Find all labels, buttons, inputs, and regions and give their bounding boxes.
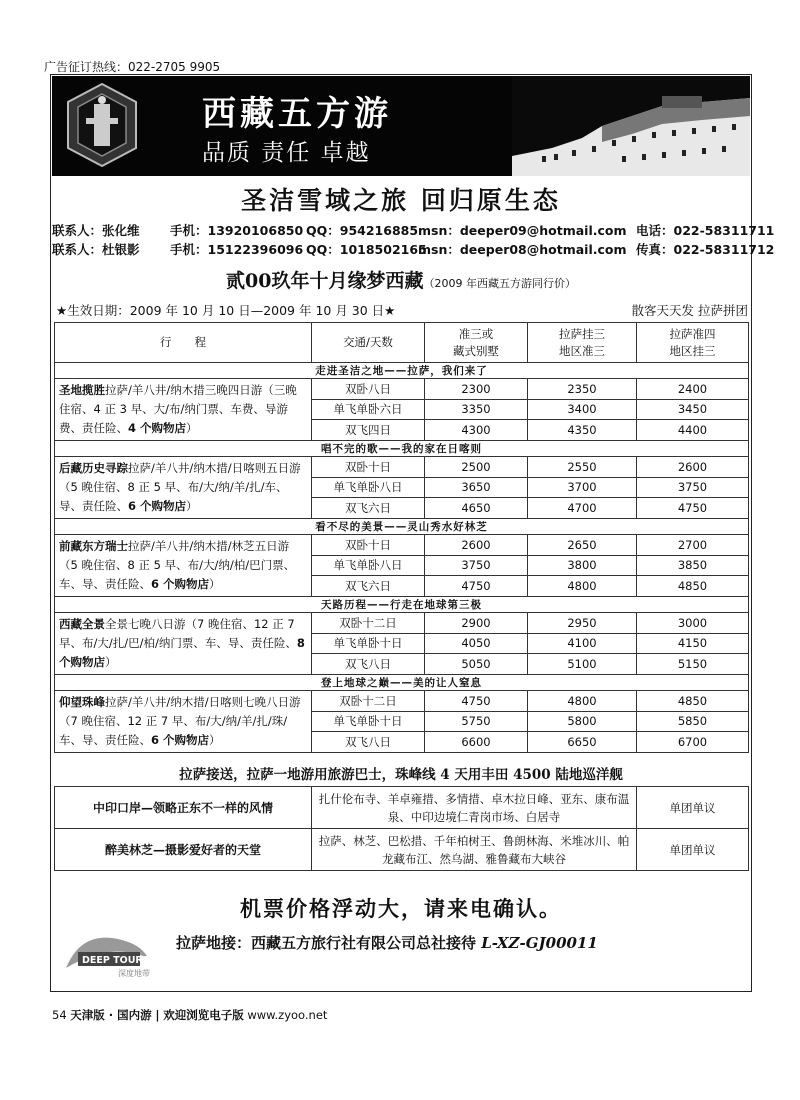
transport-days: 双卧十二日 bbox=[312, 691, 425, 712]
price-tier-3: 3450 bbox=[637, 399, 749, 420]
itinerary-close: ） bbox=[105, 655, 117, 669]
price-tier-2: 4800 bbox=[528, 576, 637, 597]
transport-days: 双飞四日 bbox=[312, 420, 425, 441]
transport-days: 双卧十日 bbox=[312, 457, 425, 478]
contact-row bbox=[52, 240, 775, 259]
itinerary-title: 西藏全景 bbox=[59, 617, 105, 631]
price-tier-1: 2900 bbox=[425, 613, 528, 634]
price-tier-3: 5150 bbox=[637, 654, 749, 675]
site-url[interactable]: www.zyoo.net bbox=[247, 1008, 328, 1022]
itinerary-description bbox=[55, 457, 312, 519]
price-tier-2: 4100 bbox=[528, 633, 637, 654]
headline: 圣洁雪域之旅 回归原生态 bbox=[241, 186, 561, 215]
route-sites: 拉萨、林芝、巴松措、千年柏树王、鲁朗林海、米堆冰川、帕龙藏布江、然乌湖、雅鲁藏布大峡谷 bbox=[312, 829, 637, 871]
deep-tours-logo bbox=[60, 928, 170, 980]
price-tier-3: 4850 bbox=[637, 691, 749, 712]
transport-days: 单飞单卧十日 bbox=[312, 711, 425, 732]
browse-label: 欢迎浏览电子版 bbox=[163, 1008, 244, 1022]
section-heading: 天路历程——行走在地球第三极 bbox=[55, 597, 749, 613]
price-tier-3: 2700 bbox=[637, 535, 749, 556]
validity-dates: ★生效日期：2009 年 10 月 10 日—2009 年 10 月 30 日★ bbox=[56, 303, 396, 318]
price-tier-1: 4650 bbox=[425, 498, 528, 519]
price-tier-1: 6600 bbox=[425, 732, 528, 753]
route-offer: 单团单议 bbox=[637, 829, 749, 871]
price-tier-1: 4750 bbox=[425, 576, 528, 597]
transport-days: 双卧十日 bbox=[312, 535, 425, 556]
itinerary-title: 圣地揽胜 bbox=[59, 383, 105, 397]
extra-route-row bbox=[55, 787, 749, 829]
section-heading: 登上地球之巅——美的让人窒息 bbox=[55, 675, 749, 691]
ground-agency bbox=[176, 932, 598, 953]
itinerary-title: 后藏历史寻踪 bbox=[59, 461, 128, 475]
header-transport: 交通/天数 bbox=[312, 323, 425, 363]
itinerary-description bbox=[55, 379, 312, 441]
price-tier-3: 5850 bbox=[637, 711, 749, 732]
table-row bbox=[55, 379, 749, 400]
brand-name: 西藏五方游 bbox=[202, 94, 392, 134]
price-tier-1: 2600 bbox=[425, 535, 528, 556]
price-tier-2: 5800 bbox=[528, 711, 637, 732]
price-tier-1: 5750 bbox=[425, 711, 528, 732]
price-tier-1: 2300 bbox=[425, 379, 528, 400]
contact-qq: QQ：1018502165 bbox=[306, 242, 427, 257]
deep-tours-logo-text: DEEP TOURS bbox=[82, 955, 150, 966]
table-row bbox=[55, 457, 749, 478]
potala-palace-image bbox=[512, 76, 750, 176]
itinerary-shops: 8 个购物店 bbox=[59, 636, 305, 669]
price-tier-2: 3400 bbox=[528, 399, 637, 420]
contact-msn: msn：deeper09@hotmail.com bbox=[418, 223, 627, 238]
contact-block bbox=[52, 221, 775, 259]
contact-msn: msn：deeper08@hotmail.com bbox=[418, 242, 627, 257]
itinerary-title: 仰望珠峰 bbox=[59, 695, 105, 709]
header-tier-3: 拉萨准四 地区挂三 bbox=[637, 323, 749, 363]
price-tier-1: 3350 bbox=[425, 399, 528, 420]
price-tier-3: 4750 bbox=[637, 498, 749, 519]
extra-routes-table bbox=[54, 786, 749, 871]
subhead bbox=[52, 266, 750, 293]
contact-mobile: 手机：13920106850 bbox=[170, 223, 304, 238]
price-tier-1: 4050 bbox=[425, 633, 528, 654]
section-heading: 唱不完的歌——我的家在日喀则 bbox=[55, 441, 749, 457]
extra-route-row bbox=[55, 829, 749, 871]
price-tier-1: 4300 bbox=[425, 420, 528, 441]
itinerary-shops: 6 个购物店 bbox=[151, 733, 210, 747]
agency-license: L-XZ-GJ00011 bbox=[481, 934, 598, 952]
table-header-row bbox=[55, 323, 749, 363]
itinerary-details: 全景七晚八日游（7 晚住宿、12 正 7 早、布/大/扎/巴/柏/纳门票、车、导、责任险、 bbox=[59, 617, 297, 650]
header-itinerary: 行 程 bbox=[55, 323, 312, 363]
ad-hotline: 广告征订热线：022-2705 9905 bbox=[44, 60, 221, 74]
header-tier-2: 拉萨挂三 地区准三 bbox=[528, 323, 637, 363]
contact-row bbox=[52, 221, 775, 240]
transport-days: 单飞单卧六日 bbox=[312, 399, 425, 420]
section-heading-row bbox=[55, 363, 749, 379]
price-tier-3: 3850 bbox=[637, 555, 749, 576]
section-heading: 走进圣洁之地——拉萨，我们来了 bbox=[55, 363, 749, 379]
table-row bbox=[55, 691, 749, 712]
section-heading-row bbox=[55, 441, 749, 457]
section-heading: 看不尽的美景——灵山秀水好林芝 bbox=[55, 519, 749, 535]
agency-text: 拉萨地接：西藏五方旅行社有限公司总社接待 bbox=[176, 934, 482, 952]
edition-label: 天津版 · 国内游 bbox=[70, 1008, 152, 1022]
table-row bbox=[55, 613, 749, 634]
price-tier-3: 4400 bbox=[637, 420, 749, 441]
transport-days: 双飞八日 bbox=[312, 732, 425, 753]
transport-days: 双飞六日 bbox=[312, 576, 425, 597]
transport-days: 双卧八日 bbox=[312, 379, 425, 400]
airfare-notice: 机票价格浮动大，请来电确认。 bbox=[240, 896, 562, 921]
section-heading-row bbox=[55, 519, 749, 535]
price-tier-3: 3750 bbox=[637, 477, 749, 498]
transport-days: 双卧十二日 bbox=[312, 613, 425, 634]
itinerary-close: ） bbox=[209, 577, 221, 591]
price-tier-2: 2350 bbox=[528, 379, 637, 400]
price-tier-2: 4700 bbox=[528, 498, 637, 519]
price-tier-1: 2500 bbox=[425, 457, 528, 478]
price-tier-2: 2550 bbox=[528, 457, 637, 478]
itinerary-close: ） bbox=[186, 421, 198, 435]
itinerary-details: 拉萨/羊八井/纳木措/林芝五日游（5 晚住宿、8 正 5 早、布/大/纳/柏/巴门票、车、导、责任险、 bbox=[59, 539, 296, 591]
transport-days: 单飞单卧十日 bbox=[312, 633, 425, 654]
itinerary-title: 前藏东方瑞士 bbox=[59, 539, 128, 553]
itinerary-shops: 6 个购物店 bbox=[151, 577, 210, 591]
contact-phone: 电话：022-58311711 bbox=[636, 223, 775, 238]
footer-separator: | bbox=[155, 1008, 160, 1022]
transport-days: 双飞八日 bbox=[312, 654, 425, 675]
itinerary-close: ） bbox=[209, 733, 221, 747]
brand-slogan: 品质 责任 卓越 bbox=[202, 140, 371, 166]
subhead-title: 贰00玖年十月缘梦西藏 bbox=[226, 270, 424, 292]
page-footer bbox=[52, 1007, 327, 1023]
price-tier-2: 6650 bbox=[528, 732, 637, 753]
section-heading-row bbox=[55, 597, 749, 613]
price-tier-1: 3650 bbox=[425, 477, 528, 498]
price-tier-3: 2600 bbox=[637, 457, 749, 478]
subhead-note: （2009 年西藏五方游同行价） bbox=[423, 277, 576, 290]
contact-fax: 传真：022-58311712 bbox=[636, 242, 775, 257]
daily-departure: 散客天天发 拉萨拼团 bbox=[631, 303, 748, 318]
header-tier-1: 准三或 藏式别墅 bbox=[425, 323, 528, 363]
itinerary-description bbox=[55, 535, 312, 597]
price-tier-2: 3700 bbox=[528, 477, 637, 498]
price-tier-2: 2650 bbox=[528, 535, 637, 556]
transport-days: 双飞六日 bbox=[312, 498, 425, 519]
price-tier-2: 2950 bbox=[528, 613, 637, 634]
itinerary-description bbox=[55, 613, 312, 675]
page-number: 54 bbox=[52, 1008, 67, 1022]
price-tier-3: 6700 bbox=[637, 732, 749, 753]
itinerary-shops: 4 个购物店 bbox=[128, 421, 187, 435]
transfer-note: 拉萨接送，拉萨一地游用旅游巴士，珠峰线 4 天用丰田 4500 陆地巡洋舰 bbox=[179, 767, 623, 783]
itinerary-description bbox=[55, 691, 312, 753]
contact-mobile: 手机：15122396096 bbox=[170, 242, 304, 257]
price-tier-2: 3800 bbox=[528, 555, 637, 576]
route-sites: 扎什伦布寺、羊卓雍措、多情措、卓木拉日峰、亚东、康布温泉、中印边境仁青岗市场、白居寺 bbox=[312, 787, 637, 829]
contact-person: 联系人：杜银影 bbox=[52, 242, 140, 257]
tibetan-emblem-icon bbox=[58, 80, 146, 170]
itinerary-details: 拉萨/羊八井/纳木措/日喀则五日游（5 晚住宿、8 正 5 早、布/大/纳/羊/扎/车、导、责任险、 bbox=[59, 461, 301, 513]
price-tier-2: 4350 bbox=[528, 420, 637, 441]
itinerary-shops: 6 个购物店 bbox=[128, 499, 187, 513]
price-tier-1: 5050 bbox=[425, 654, 528, 675]
price-tier-1: 3750 bbox=[425, 555, 528, 576]
contact-person: 联系人：张化维 bbox=[52, 223, 140, 238]
section-heading-row bbox=[55, 675, 749, 691]
route-name: 醉美林芝—摄影爱好者的天堂 bbox=[55, 829, 312, 871]
transport-days: 单飞单卧八日 bbox=[312, 555, 425, 576]
route-offer: 单团单议 bbox=[637, 787, 749, 829]
price-tier-3: 2400 bbox=[637, 379, 749, 400]
transport-days: 单飞单卧八日 bbox=[312, 477, 425, 498]
price-tier-2: 4800 bbox=[528, 691, 637, 712]
route-name: 中印口岸—领略正东不一样的风情 bbox=[55, 787, 312, 829]
price-table bbox=[54, 322, 749, 753]
price-tier-3: 4150 bbox=[637, 633, 749, 654]
banner bbox=[52, 76, 750, 176]
price-tier-3: 4850 bbox=[637, 576, 749, 597]
itinerary-details: 拉萨/羊八井/纳木措/日喀则七晚八日游（7 晚住宿、12 正 7 早、布/大/纳/羊/扎/珠/车、导、责任险、 bbox=[59, 695, 301, 747]
contact-qq: QQ：954216885 bbox=[306, 223, 419, 238]
price-tier-1: 4750 bbox=[425, 691, 528, 712]
price-tier-3: 3000 bbox=[637, 613, 749, 634]
price-tier-2: 5100 bbox=[528, 654, 637, 675]
itinerary-details: 拉萨/羊八井/纳木措三晚四日游（三晚住宿、4 正 3 早、大/布/纳门票、车费、导游费、责任险、 bbox=[59, 383, 297, 435]
itinerary-close: ） bbox=[186, 499, 198, 513]
table-row bbox=[55, 535, 749, 556]
deep-tours-logo-subtext: 深度地带 bbox=[118, 969, 150, 978]
